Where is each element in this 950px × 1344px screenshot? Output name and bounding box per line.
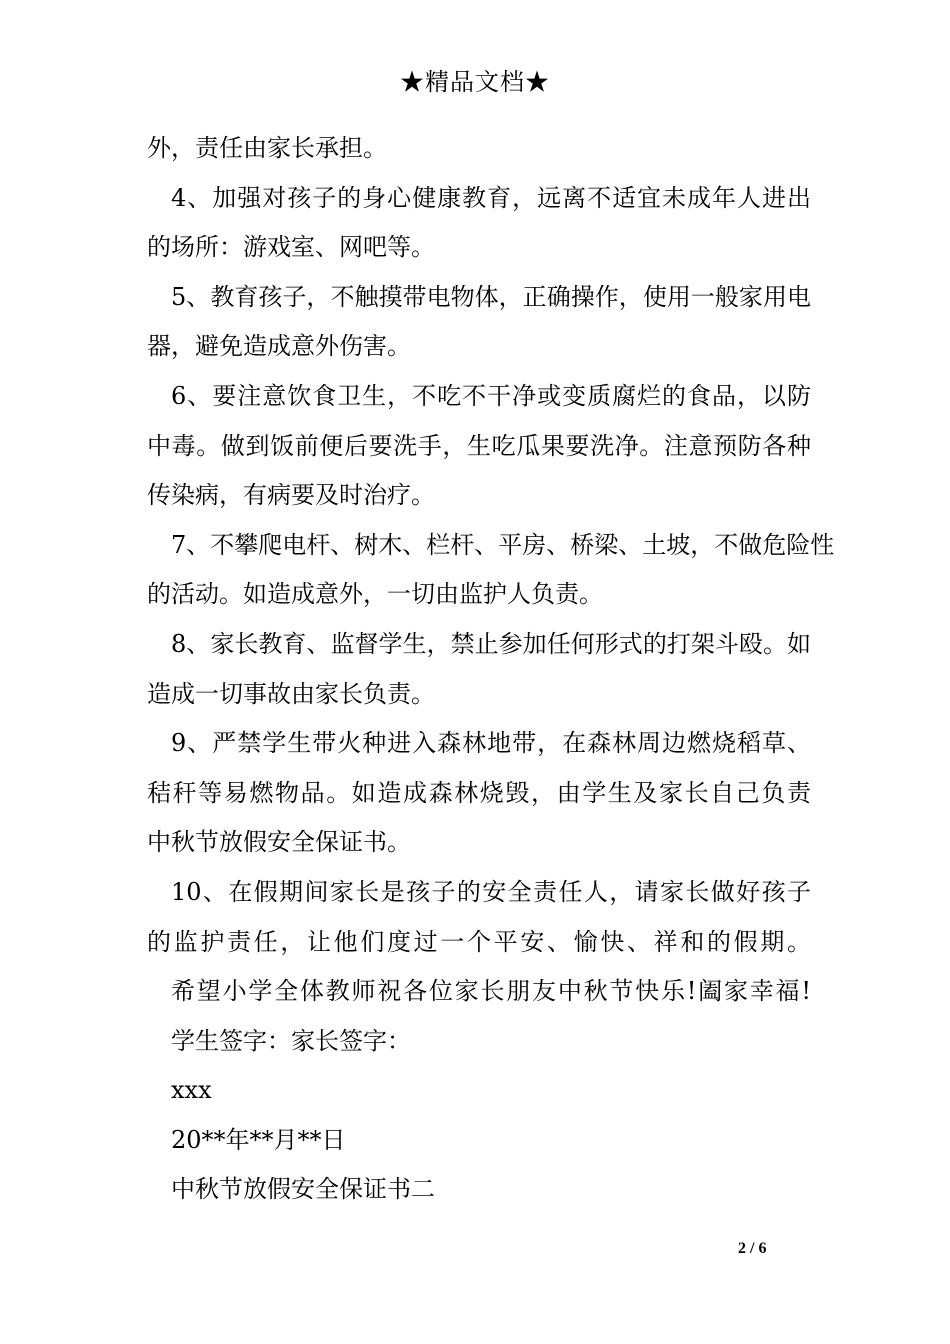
text-line: 9、严禁学生带火种进入森林地带，在森林周边燃烧稻草、 <box>171 729 811 758</box>
text-line: xxx <box>171 1076 212 1105</box>
text-line: 中秋节放假安全保证书二 <box>171 1175 435 1204</box>
text-line: 8、家长教育、监督学生，禁止参加任何形式的打架斗殴。如 <box>171 629 811 658</box>
text-line: 的场所：游戏室、网吧等。 <box>147 233 435 262</box>
document-body <box>147 130 835 1221</box>
text-line: 学生签字：家长签字： <box>171 1026 411 1055</box>
text-line: 造成一切事故由家长负责。 <box>147 679 435 708</box>
text-line: 6、要注意饮食卫生，不吃不干净或变质腐烂的食品，以防 <box>171 381 811 410</box>
text-line: 传染病，有病要及时治疗。 <box>147 481 435 510</box>
text-line: 外，责任由家长承担。 <box>147 134 387 162</box>
text-line: 中毒。做到饭前便后要洗手，生吃瓜果要洗净。注意预防各种 <box>147 431 811 460</box>
page-header-title: ★精品文档★ <box>400 68 550 96</box>
text-line: 5、教育孩子，不触摸带电物体，正确操作，使用一般家用电 <box>171 282 811 311</box>
text-line: 希望小学全体教师祝各位家长朋友中秋节快乐!阖家幸福! <box>171 977 811 1006</box>
page-number: 2 / 6 <box>738 1240 767 1257</box>
text-line: 中秋节放假安全保证书。 <box>147 828 411 857</box>
text-line: 器，避免造成意外伤害。 <box>147 332 411 361</box>
text-line: 10、在假期间家长是孩子的安全责任人，请家长做好孩子 <box>171 877 811 906</box>
text-line: 7、不攀爬电杆、树木、栏杆、平房、桥梁、土坡，不做危险性 <box>171 530 835 559</box>
text-line: 20**年**月**日 <box>171 1125 346 1154</box>
text-line: 的活动。如造成意外，一切由监护人负责。 <box>147 580 603 609</box>
text-line: 的监护责任，让他们度过一个平安、愉快、祥和的假期。 <box>147 927 811 956</box>
text-line: 4、加强对孩子的身心健康教育，远离不适宜未成年人进出 <box>171 183 811 212</box>
text-line: 秸秆等易燃物品。如造成森林烧毁，由学生及家长自己负责 <box>147 778 811 807</box>
